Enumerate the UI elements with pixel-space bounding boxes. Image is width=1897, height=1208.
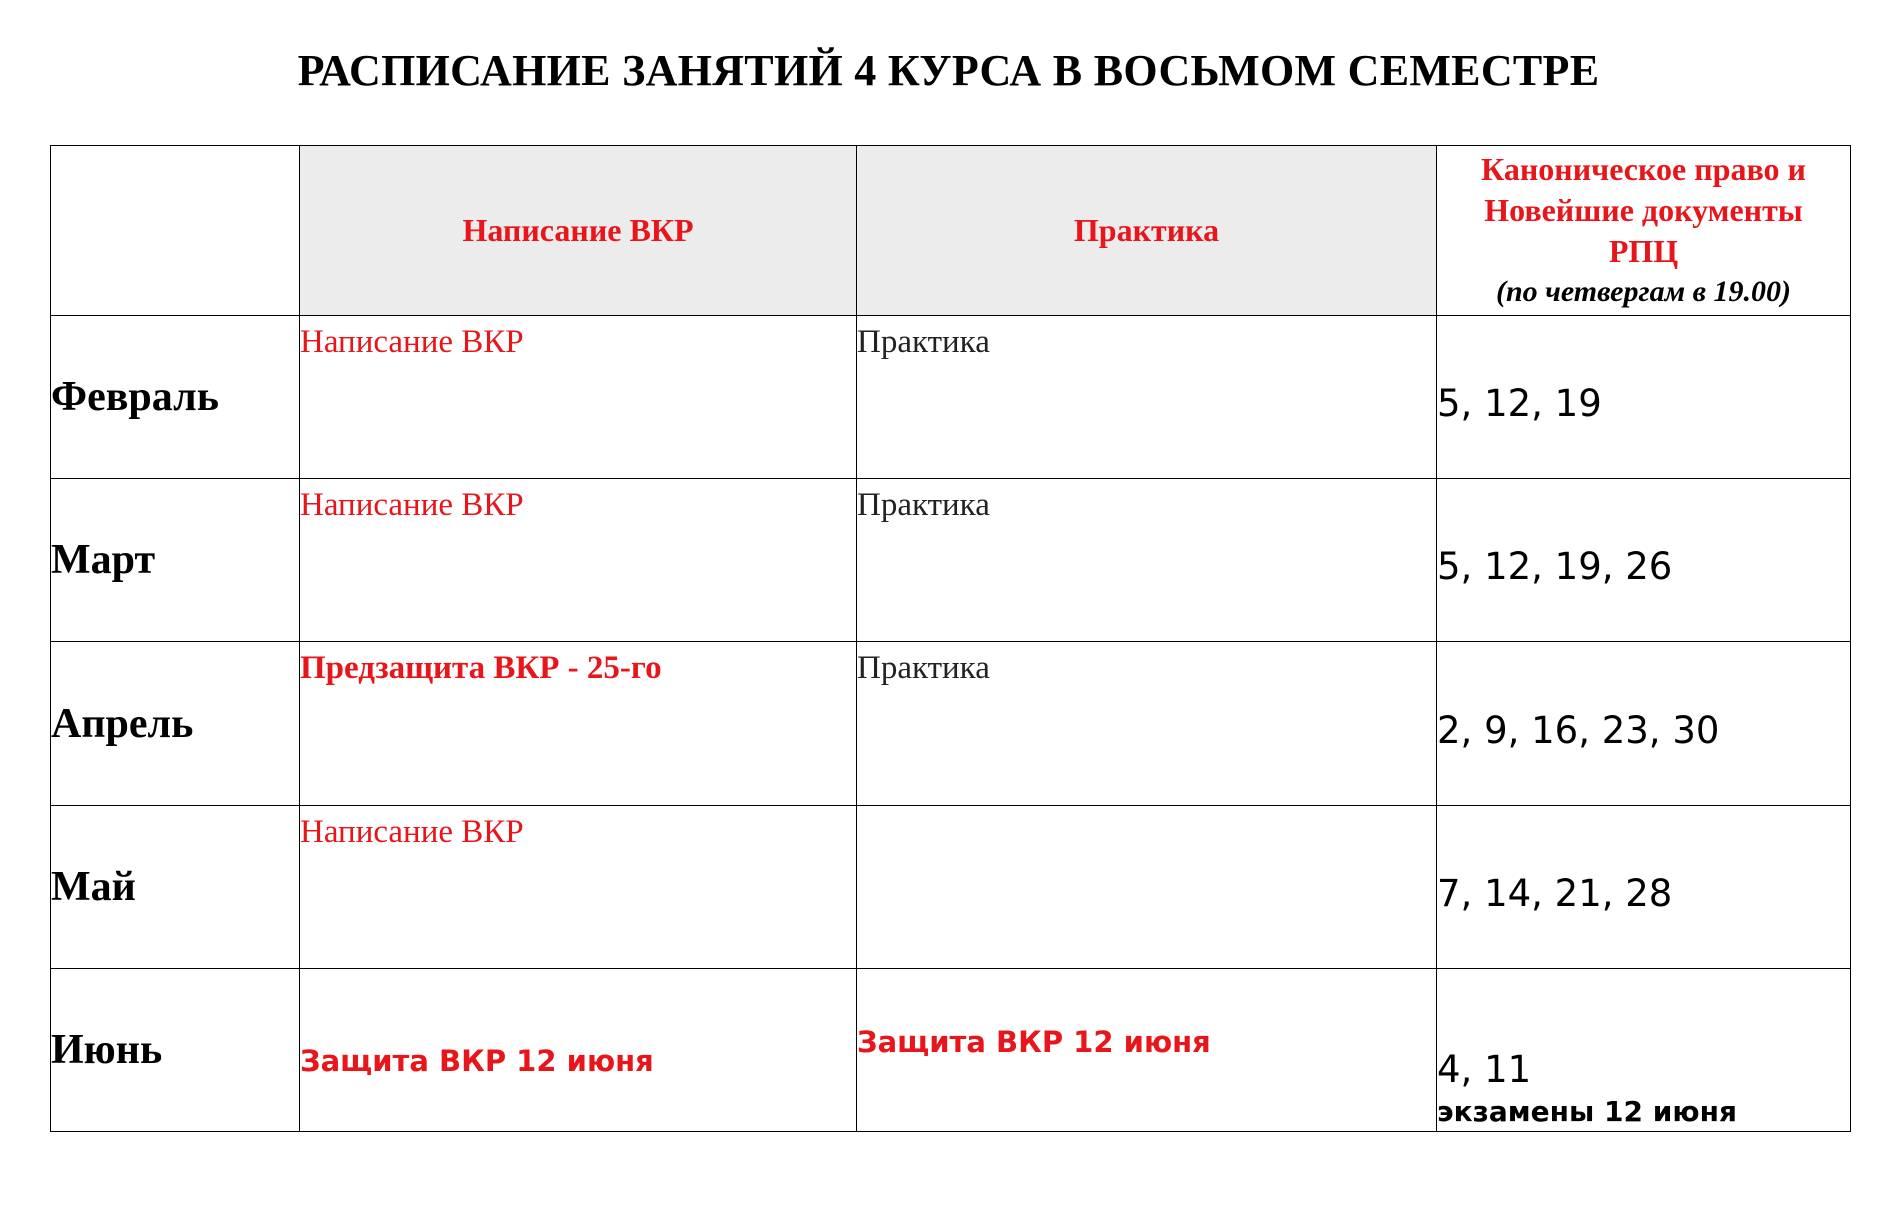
canon-cell [1437, 642, 1851, 805]
month-cell: Май [51, 805, 300, 968]
table-row [51, 805, 1851, 968]
practice-cell [857, 316, 1437, 479]
header-practice: Практика [857, 146, 1437, 316]
header-canon-line1: Каноническое право и [1481, 151, 1806, 188]
vkr-cell [300, 316, 857, 479]
canon-dates: 5, 12, 19, 26 [1437, 545, 1673, 589]
page-title: РАСПИСАНИЕ ЗАНЯТИЙ 4 КУРСА В ВОСЬМОМ СЕМЕСТРЕ [297, 46, 1600, 95]
canon-cell [1437, 479, 1851, 642]
canon-cell [1437, 316, 1851, 479]
vkr-text: Написание ВКР [300, 813, 524, 850]
practice-text: Практика [857, 650, 990, 687]
vkr-cell [300, 479, 857, 642]
month-cell: Апрель [51, 642, 300, 805]
header-canon-line3: РПЦ [1608, 233, 1679, 270]
header-month-cell [51, 146, 300, 316]
month-cell: Февраль [51, 316, 300, 479]
table-row [51, 316, 1851, 479]
canon-cell [1437, 805, 1851, 968]
exams-note: экзамены 12 июня [1437, 1095, 1737, 1128]
vkr-defense-text: Защита ВКР 12 июня [300, 1043, 654, 1078]
vkr-cell [300, 968, 857, 1131]
canon-dates: 5, 12, 19 [1437, 382, 1602, 426]
vkr-cell [300, 805, 857, 968]
practice-text: Практика [857, 487, 990, 524]
practice-cell [857, 479, 1437, 642]
table-row [51, 642, 1851, 805]
table-row [51, 968, 1851, 1131]
vkr-text: Написание ВКР [300, 324, 524, 361]
schedule-table [50, 145, 1851, 1132]
practice-text: Практика [857, 324, 990, 361]
practice-defense-text: Защита ВКР 12 июня [857, 1024, 1211, 1059]
header-canon-line2: Новейшие документы [1484, 192, 1803, 229]
practice-cell [857, 642, 1437, 805]
vkr-text: Предзащита ВКР - 25-го [300, 650, 662, 687]
practice-cell [857, 805, 1437, 968]
month-cell: Июнь [51, 968, 300, 1131]
vkr-cell [300, 642, 857, 805]
vkr-text: Написание ВКР [300, 487, 524, 524]
practice-cell [857, 968, 1437, 1131]
canon-dates: 7, 14, 21, 28 [1437, 871, 1673, 915]
canon-dates: 4, 11 [1437, 1048, 1532, 1091]
canon-cell [1437, 968, 1851, 1131]
header-vkr: Написание ВКР [300, 146, 857, 316]
table-row [51, 479, 1851, 642]
header-canon [1437, 146, 1851, 316]
canon-dates: 2, 9, 16, 23, 30 [1437, 708, 1720, 752]
month-cell: Март [51, 479, 300, 642]
header-canon-note: (по четвергам в 19.00) [1495, 275, 1792, 309]
table-header-row [51, 146, 1851, 316]
